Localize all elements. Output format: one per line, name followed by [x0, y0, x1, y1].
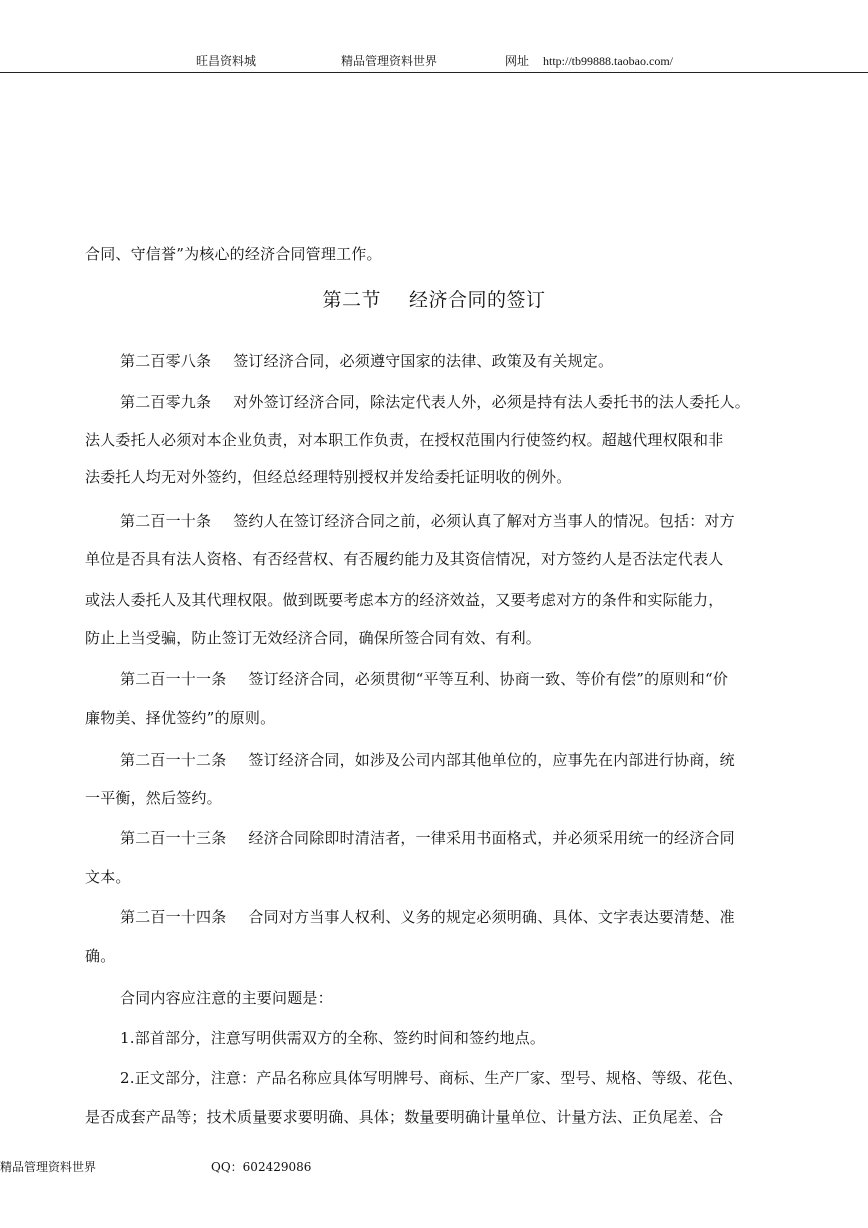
- article-number: 第二百一十一条: [120, 670, 227, 688]
- footer-site-name: 精品管理资料世界: [0, 1160, 97, 1174]
- article-number: 第二百一十三条: [120, 829, 227, 847]
- article-211: [120, 669, 728, 689]
- article-210-line-4: 防止上当受骗，防止签订无效经济合同，确保所签合同有效、有利。: [85, 629, 542, 647]
- article-210-line-2: 单位是否具有法人资格、有否经营权、有否履约能力及其资信情况，对方签约人是否法定代表人: [85, 550, 724, 568]
- article-211-line-2: 廉物美、择优签约”的原则。: [85, 709, 276, 727]
- footer-qq: QQ：602429086: [211, 1160, 312, 1174]
- article-text: 合同对方当事人权利、义务的规定必须明确、具体、文字表达要清楚、准: [248, 908, 735, 926]
- intro-line: 合同、守信誉”为核心的经济合同管理工作。: [85, 245, 382, 263]
- header-url-label: 网址: [505, 54, 530, 68]
- article-number: 第二百零九条: [120, 393, 212, 411]
- section-title: [0, 287, 868, 313]
- article-209-line-3: 法委托人均无对外签约，但经总经理特别授权并发给委托证明收的例外。: [85, 468, 572, 486]
- article-209: [120, 392, 750, 412]
- header-slogan: 精品管理资料世界: [341, 54, 438, 68]
- article-212-line-2: 一平衡，然后签约。: [85, 789, 222, 807]
- article-number: 第二百一十条: [120, 512, 212, 530]
- header-site-name: 旺昌资料城: [196, 54, 257, 68]
- article-210-line-3: 或法人委托人及其代理权限。做到既要考虑本方的经济效益，又要考虑对方的条件和实际能力，: [85, 591, 724, 609]
- article-text: 签订经济合同，如涉及公司内部其他单位的，应事先在内部进行协商，统: [248, 751, 735, 769]
- article-text: 签订经济合同，必须遵守国家的法律、政策及有关规定。: [233, 352, 614, 370]
- article-number: 第二百一十二条: [120, 751, 227, 769]
- article-213-line-2: 文本。: [85, 868, 131, 886]
- article-text: 签约人在签订经济合同之前，必须认真了解对方当事人的情况。包括：对方: [233, 512, 735, 530]
- article-210: [120, 511, 735, 531]
- article-number: 第二百一十四条: [120, 908, 227, 926]
- page-header: [0, 50, 868, 73]
- issue-item-1: 1.部首部分，注意写明供需双方的全称、签约时间和签约地点。: [120, 1029, 546, 1047]
- issue-item-2: 2.正文部分，注意：产品名称应具体写明牌号、商标、生产厂家、型号、规格、等级、花色、: [120, 1069, 743, 1087]
- article-text: 对外签订经济合同，除法定代表人外，必须是持有法人委托书的法人委托人。: [233, 393, 751, 411]
- article-text: 经济合同除即时清洁者，一律采用书面格式，并必须采用统一的经济合同: [248, 829, 735, 847]
- issues-intro: 合同内容应注意的主要问题是：: [120, 989, 333, 1007]
- section-title-text: 经济合同的签订: [409, 289, 546, 311]
- article-text: 签订经济合同，必须贯彻“平等互利、协商一致、等价有偿”的原则和“价: [248, 670, 729, 688]
- article-214-line-2: 确。: [85, 947, 116, 965]
- article-213: [120, 828, 735, 848]
- article-212: [120, 750, 735, 770]
- article-208: [120, 351, 613, 371]
- article-214: [120, 907, 735, 927]
- header-url[interactable]: http://tb99888.taobao.com/: [543, 54, 673, 68]
- article-number: 第二百零八条: [120, 352, 212, 370]
- section-title-number: 第二节: [322, 289, 381, 311]
- issue-item-2-line-2: 是否成套产品等；技术质量要求要明确、具体；数量要明确计量单位、计量方法、正负尾差、合: [85, 1108, 724, 1126]
- article-209-line-2: 法人委托人必须对本企业负责，对本职工作负责，在授权范围内行使签约权。超越代理权限和非: [85, 431, 724, 449]
